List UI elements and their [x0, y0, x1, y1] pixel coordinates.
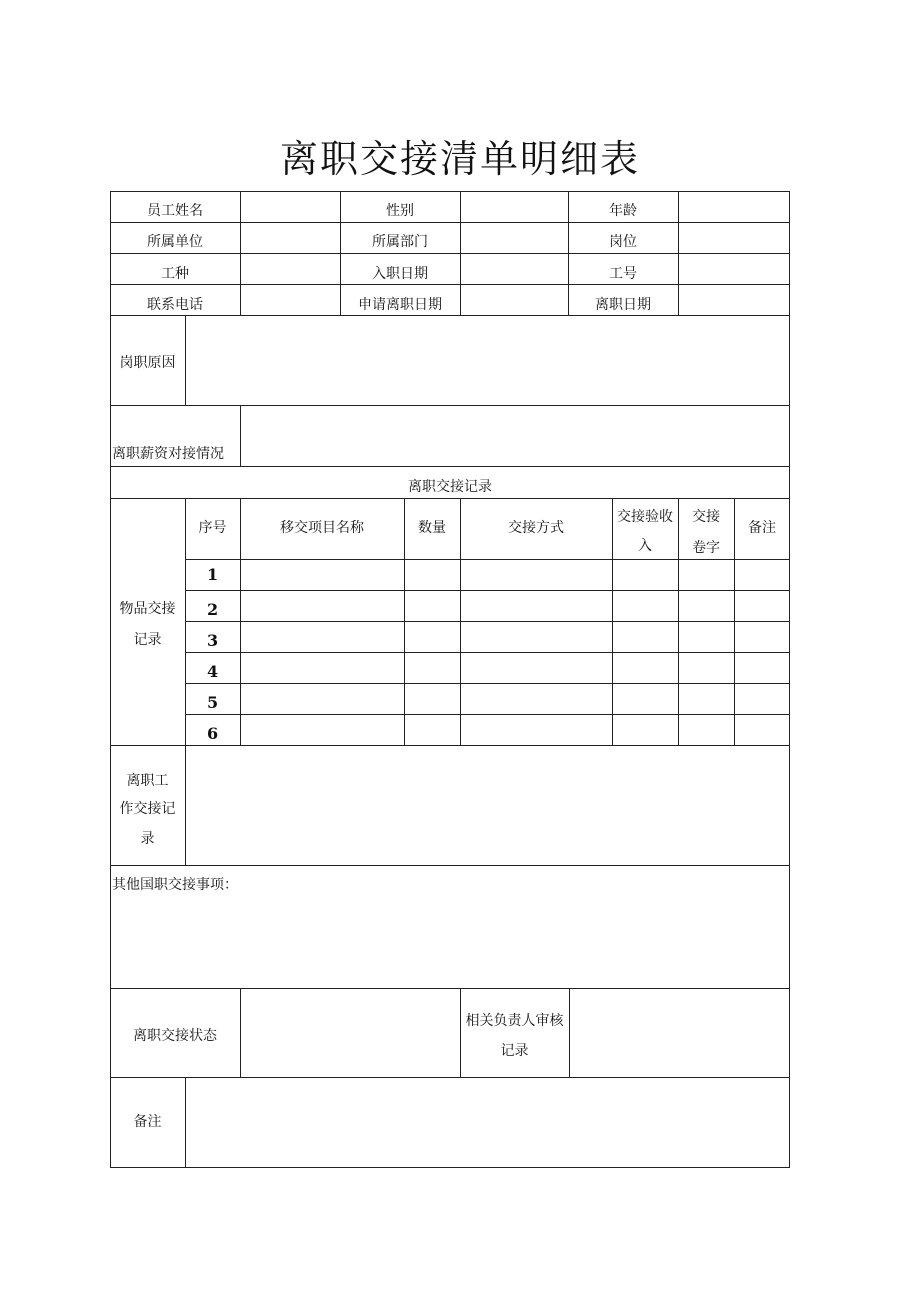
label-leave-date: 离职日期 — [595, 297, 651, 313]
handover-form — [110, 191, 790, 1168]
label-age: 年龄 — [609, 203, 637, 219]
grid-line — [240, 988, 241, 1077]
row-number: 4 — [207, 662, 219, 681]
grid-line — [110, 191, 790, 192]
label-employee-id: 工号 — [609, 266, 637, 282]
grid-line — [110, 988, 790, 989]
row-number: 2 — [207, 600, 219, 619]
label-remark: 备注 — [133, 1114, 162, 1130]
grid-line — [185, 652, 790, 653]
section-title-handover-record: 离职交接记录 — [408, 479, 492, 495]
label-work-handover-3: 录 — [140, 831, 155, 847]
label-goods-handover: 物品交接 — [119, 601, 176, 617]
grid-line — [185, 590, 790, 591]
grid-line — [569, 988, 570, 1077]
label-work-handover: 离职工 — [126, 773, 169, 789]
grid-line — [240, 191, 241, 315]
grid-line — [110, 284, 790, 285]
grid-line — [110, 191, 111, 1168]
grid-line — [110, 865, 790, 866]
label-job-type: 工种 — [161, 266, 189, 282]
label-work-handover-2: 作交接记 — [119, 801, 176, 817]
label-unit: 所属单位 — [147, 234, 203, 250]
row-number: 1 — [207, 565, 219, 584]
grid-line — [110, 315, 790, 316]
grid-line — [185, 683, 790, 684]
label-apply-leave-date: 申请离职日期 — [358, 297, 442, 313]
grid-line — [110, 253, 790, 254]
grid-line — [185, 315, 186, 405]
label-position: 岗位 — [609, 234, 637, 250]
label-phone: 联系电话 — [147, 297, 203, 313]
grid-line — [185, 621, 790, 622]
grid-line — [110, 405, 790, 406]
header-quantity: 数量 — [418, 520, 446, 536]
grid-line — [185, 714, 790, 715]
row-number: 5 — [207, 693, 219, 712]
grid-line — [110, 1167, 790, 1168]
grid-line — [185, 745, 186, 865]
header-seq: 序号 — [198, 520, 227, 536]
label-salary-settlement: 离职薪资对接情况 — [112, 446, 224, 462]
label-department: 所属部门 — [372, 234, 428, 250]
label-goods-handover-2: 记录 — [133, 632, 162, 648]
grid-line — [110, 498, 790, 499]
label-leave-reason: 岗职原因 — [119, 355, 176, 371]
label-employee-name: 员工姓名 — [147, 203, 203, 219]
row-number: 3 — [207, 631, 219, 650]
grid-line — [460, 191, 461, 315]
header-sign-2: 卷字 — [692, 540, 720, 556]
grid-line — [185, 559, 790, 560]
grid-line — [110, 745, 790, 746]
label-gender: 性别 — [386, 203, 414, 219]
label-hire-date: 入职日期 — [372, 266, 428, 282]
grid-line — [460, 988, 461, 1077]
header-remark: 备注 — [748, 520, 776, 536]
header-method: 交接方式 — [508, 520, 564, 536]
header-acceptance-2: 入 — [638, 538, 652, 554]
grid-line — [185, 1077, 186, 1168]
grid-line — [110, 466, 790, 467]
header-sign: 交接 — [692, 509, 720, 525]
grid-line — [110, 222, 790, 223]
label-other-matters: 其他国职交接事项： — [112, 877, 238, 893]
grid-line — [678, 498, 679, 745]
grid-line — [240, 405, 241, 466]
label-review-record: 相关负责人审核 — [465, 1013, 564, 1029]
label-review-record-2: 记录 — [500, 1043, 529, 1059]
header-item-name: 移交项目名称 — [280, 520, 364, 536]
page-title: 离职交接清单明细表 — [279, 137, 640, 181]
grid-line — [789, 191, 790, 1168]
header-acceptance: 交接验收 — [617, 509, 673, 525]
row-number: 6 — [207, 724, 219, 743]
label-handover-status: 离职交接状态 — [133, 1028, 217, 1044]
grid-line — [678, 191, 679, 315]
grid-line — [110, 1077, 790, 1078]
